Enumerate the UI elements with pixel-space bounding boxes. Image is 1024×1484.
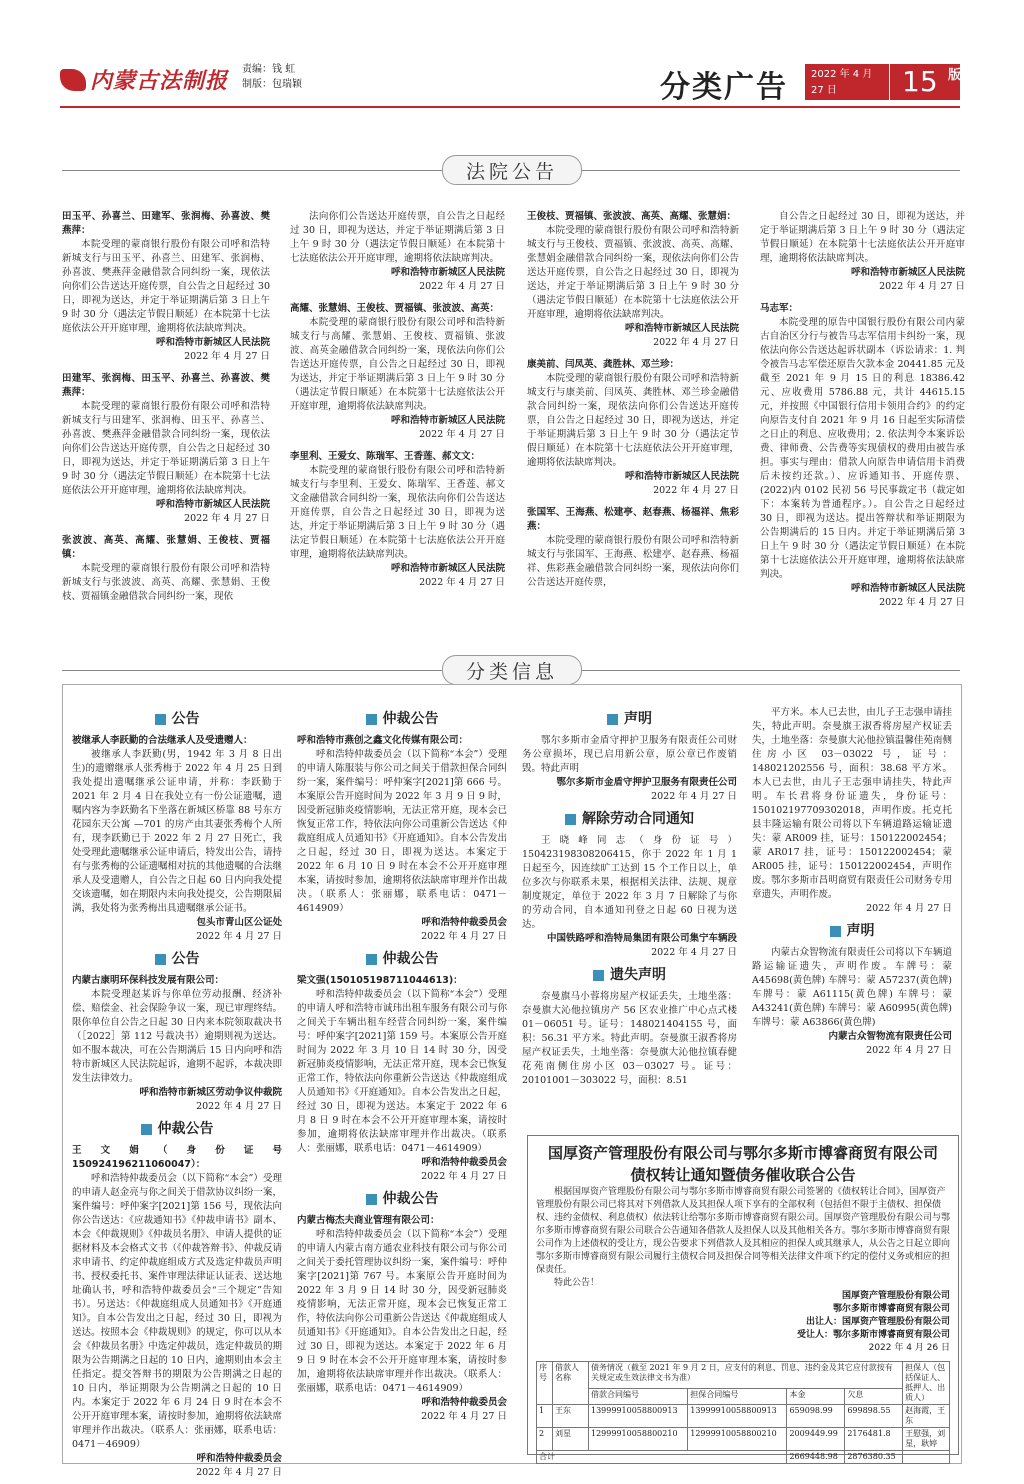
notice-date: 2022 年 4 月 27 日 xyxy=(651,947,737,958)
table-row xyxy=(537,1428,950,1451)
logo-text: 内蒙古法制报 xyxy=(90,69,229,94)
debt-transfer-notice xyxy=(527,1135,959,1461)
notice-addressee: 李里利、王爱女、陈瑞军、王香莲、郝文文： xyxy=(290,451,481,462)
divider xyxy=(582,170,960,171)
table-cell: 13999910058800913 xyxy=(688,1405,787,1428)
notice-body: 呼和浩特仲裁委员会（以下简称“本会”）受理的申请人赵金亮与你之间关于借款协议纠纷一案，案件编号：呼仲案字[2021]第 156 号，现依法向你公告送达：《应裁通知书》《仲裁申请书》副本、本会《仲裁规则》《仲裁员名册》、申请人提供的证据材料及本会格式文书（《仲裁答辩书》、仲裁反请求申请书、约定仲裁庭组成方式及选定仲裁员声明书、授权委托书、案件审理法律证认证表、送达地址确认书，呼和浩特仲裁委员会“三个规定”告知书）。另送达：《仲裁庭组成人员通知书》《开庭通知》。自本公告发出之日起，经过 30 日，即视为送达。按照本会《仲裁规则》的规定，你可以从本会《仲裁员名册》中选定仲裁员，选定仲裁员的期限为公告期满之日起的 10 日内，逾期则由本会主任指定。提交答辩书的期限为公告期满之日起的 10 日内，举证期限为公告期满之日起的 10 日内。本案定于 2022 年 6 月 24 日 9 时在本会不公开开庭审理本案，请按时参加，逾期将依法缺席审理并作出裁决。（联系人：张丽娜，联系电话：0471－46909） xyxy=(72,1173,282,1450)
newspaper-logo xyxy=(60,64,228,95)
table-cell: 刘星 xyxy=(553,1428,589,1451)
logo-mark-icon xyxy=(60,69,86,91)
classified-kind-heading xyxy=(297,952,507,966)
notice-title: 国厚资产管理股份有限公司与鄂尔多斯市博睿商贸有限公司 xyxy=(547,1144,938,1162)
date-label: 2022 年 4 月 27 日 xyxy=(811,69,873,96)
notice-addressee: 田建军、张润梅、田玉平、孙喜兰、孙喜波、樊燕萍： xyxy=(62,373,270,398)
notice-body: 本院受理赵某诉与你单位劳动报酬、经济补偿、赔偿金、社会保险争议一案，现已审理终结。限你单位自公告之日起 30 日内来本院领取裁决书（［2022］第 112 号裁决书）逾期则视为送达。如不服本裁决，可在公告期满后 15 日内向呼和浩特市新城区人民法院起诉，逾期不起诉，本裁决即发生法律效力。 xyxy=(72,989,282,1084)
table-cell: 12999910058800210 xyxy=(688,1428,787,1451)
classified-kind-heading xyxy=(522,812,737,826)
editor-credits xyxy=(242,62,302,92)
issuer-name: 呼和浩特市新城区劳动争议仲裁院 xyxy=(139,1087,282,1098)
notice-body: 奈曼旗马小蓉将房屋产权证丢失，土地坐落：奈曼旗大沁他拉镇房产 56 区农业推广中心点式楼 01－06051 号。证号：148021404155 号，面积：56.31 平方米。特此声明。奈曼旗王淑香将房屋产权证丢失，土地坐落：奈曼旗大沁他拉镇春健花苑南侧住房小区 03－03027 号。证号：20101001－303022 号，面积：8.51 xyxy=(522,991,737,1086)
classified-kind-label: 公告 xyxy=(171,951,200,967)
classified-kind-label: 公告 xyxy=(171,711,200,727)
notice-body: 本院受理的原告中国银行股份有限公司内蒙古自治区分行与被告马志军信用卡纠纷一案，现依法向你公告送达起诉状副本（诉讼请求：1. 判令被告马志军偿还原告欠款本金 20441.85 元及截至 2021 年 9 月 15 日的利息 18386.42 元、应收费用 5786.88 元，共计 44615.15 元，并按照《中国银行信用卡领用合约》的约定向原告支付自 2021 年 9 月 16 日起至实际清偿之日止的利息、应收费用；2. 依法判令本案诉讼费、律师费、公告费等实现债权的费用由被告承担。事实与理由：借款人向原告申请信用卡消费后未按约还款。）、应诉通知书、开庭传票、(2022)内 0102 民初 56 号民事裁定书（裁定如下：本案转为普通程序。）。自公告之日起经过 30 日，即视为送达。提出答辩状和举证期限为公告期满后的 15 日内。并定于举证期满后第 3 日上午 9 时 30 分（遇法定节假日顺延）在本院第十七法庭依法公开开庭审理，逾期将依法缺席判决。 xyxy=(760,317,965,580)
debt-table xyxy=(536,1361,950,1464)
table-cell xyxy=(903,1451,950,1464)
square-bullet-icon xyxy=(830,926,841,937)
table-cell: 1 xyxy=(537,1405,553,1428)
square-bullet-icon xyxy=(565,814,576,825)
notice-addressee: 内蒙古梅杰夫商业管理有限公司： xyxy=(297,1215,440,1226)
table-cell: 王慰强，刘星，耿婷 xyxy=(903,1428,950,1451)
court-name: 呼和浩特市新城区人民法院 xyxy=(390,563,505,574)
issuer-name: 呼和浩特仲裁委员会 xyxy=(421,1157,507,1168)
square-bullet-icon xyxy=(607,714,618,725)
editor-label: 责编：钱 虹 xyxy=(242,64,296,75)
square-bullet-icon xyxy=(366,714,377,725)
notice-body: 被继承人李跃勤(男，1942 年 3 月 8 日出生)的遗赠继承人张秀梅于 2022 年 4 月 25 日到我处提出遗嘱继承公证申请，并称：李跃勤于 2021 年 2 月 4 日在我处立有一份公证遗嘱，遗嘱内容为李跃勤名下坐落在新城区桥靠 88 号东方花园东天公寓 —701 的房产由其妻张秀梅个人所有，现李跃勤已于 2022 年 2 月 27 日死亡，我处受理此遗嘱继承公证申请后，特发出公告，请持有与张秀梅的公证遗嘱相对抗的其他遗嘱的合法继承人及受遗赠人，自公告之日起 60 日内向我处提交该遗嘱，如在期限内未向我处提交，公告期限届满，我处将为张秀梅出具遗嘱继承公证书。 xyxy=(72,749,282,914)
classified-kind-label: 遗失声明 xyxy=(610,967,666,983)
producer-label: 制版：包瑞颖 xyxy=(242,79,302,90)
court-name: 呼和浩特市新城区人民法院 xyxy=(850,267,965,278)
table-cell: 2 xyxy=(537,1428,553,1451)
classified-column xyxy=(72,706,282,1484)
notice-signatures xyxy=(536,1290,950,1355)
table-subheader: 借款合同编号 xyxy=(589,1389,688,1405)
table-total-row xyxy=(537,1451,950,1464)
divider xyxy=(62,170,442,171)
classified-kind-label: 声明 xyxy=(846,923,875,939)
table-subheader: 欠息 xyxy=(845,1389,903,1405)
notice-date: 2022 年 4 月 27 日 xyxy=(196,1101,282,1112)
classified-kind-heading xyxy=(72,1122,282,1136)
court-notice-header: 法院公告 xyxy=(442,155,582,185)
notice-date: 2022 年 4 月 27 日 xyxy=(196,931,282,942)
notice-date: 2022 年 4 月 27 日 xyxy=(879,597,965,608)
court-notice-column xyxy=(62,210,270,604)
table-cell: 赵海霞，王东 xyxy=(903,1405,950,1428)
table-cell: 王东 xyxy=(553,1405,589,1428)
signatory: 出让人：国厚资产管理股份有限公司 xyxy=(805,1317,950,1327)
notice-date: 2022 年 4 月 27 日 xyxy=(184,351,270,362)
issuer-name: 呼和浩特仲裁委员会 xyxy=(421,1397,507,1408)
issuer-name: 内蒙古众智物流有限责任公司 xyxy=(828,1031,952,1042)
notice-addressee: 梁文强(150105198711044613)： xyxy=(297,975,463,986)
issuer-name: 呼和浩特仲裁委员会 xyxy=(196,1453,282,1464)
classified-kind-label: 仲裁公告 xyxy=(382,711,439,727)
notice-body: 法向你们公告送达开庭传票，自公告之日起经过 30 日，即视为送达，并定于举证期满后第 3 日上午 9 时 30 分（遇法定节假日顺延）在本院第十七法庭依法公开开庭审理，逾期将依法缺席判决。 xyxy=(290,211,505,264)
signatory: 受让人：鄂尔多斯市博睿商贸有限公司 xyxy=(796,1330,950,1340)
issuer-name: 鄂尔多斯市金盾守押护卫服务有限责任公司 xyxy=(556,777,737,788)
notice-addressee: 康美前、闫凤英、龚胜林、邓兰珍： xyxy=(527,359,680,370)
notice-addressee: 张国军、王海燕、松建亭、赵春燕、杨福祥、焦彩燕： xyxy=(527,507,739,532)
court-name: 呼和浩特市新城区人民法院 xyxy=(155,499,270,510)
court-name: 呼和浩特市新城区人民法院 xyxy=(624,471,739,482)
notice-addressee: 被继承人李跃勤的合法继承人及受遗赠人： xyxy=(72,735,253,746)
square-bullet-icon xyxy=(366,954,377,965)
court-notice-column xyxy=(760,210,965,618)
notice-date: 2022 年 4 月 27 日 xyxy=(184,513,270,524)
notice-date: 2022 年 4 月 27 日 xyxy=(866,903,952,914)
table-subheader: 本金 xyxy=(787,1389,845,1405)
notice-addressee: 马志军： xyxy=(760,303,799,314)
classified-kind-heading xyxy=(72,712,282,726)
notice-body: 根据国厚资产管理股份有限公司与鄂尔多斯市博睿商贸有限公司签署的《债权转让合同》，国厚资产管理股份有限公司已将其对下列借款人及其担保人项下享有的全部权利（包括但不限于主债权、担保债权、违约金债权、利息债权）依法转让给鄂尔多斯市博睿商贸有限公司。国厚资产管理股份有限公司与鄂尔多斯市博睿商贸有限公司联合公告通知各借款人及担保人以及其他相关各方。鄂尔多斯市博睿商贸有限公司作为上述债权的受让方，现公告要求下列借款人及其相应的担保人或其继承人，从公告之日起立即向鄂尔多斯市博睿商贸有限公司履行主债权合同及担保合同等相关法律文件项下约定的偿付义务或相应的担保责任。 xyxy=(536,1187,951,1275)
table-subheader: 担保合同编号 xyxy=(688,1389,787,1405)
signatory: 国厚资产管理股份有限公司 xyxy=(841,1291,950,1301)
court-notice-column xyxy=(290,210,505,598)
notice-body: 本院受理的蒙商银行股份有限公司呼和浩特新城支行与张国军、王海燕、松建亭、赵春燕、杨福祥、焦彩燕金融借款合同纠纷一案，现依法向你们公告送达开庭传票， xyxy=(527,535,739,588)
table-cell: 659098.99 xyxy=(787,1405,845,1428)
classified-header: 分类信息 xyxy=(442,655,582,685)
table-header: 借款人名称 xyxy=(553,1362,589,1405)
classified-kind-heading xyxy=(522,968,737,982)
notice-body: 自公告之日起经过 30 日，即视为送达，并定于举证期满后第 3 日上午 9 时 30 分（遇法定节假日顺延）在本院第十七法庭依法公开开庭审理，逾期将依法缺席判决。 xyxy=(760,211,965,264)
table-header: 担保人（包括保证人、抵押人、出质人） xyxy=(903,1362,950,1405)
signatory: 鄂尔多斯市博睿商贸有限公司 xyxy=(832,1304,950,1314)
square-bullet-icon xyxy=(366,1194,377,1205)
notice-date: 2022 年 4 月 27 日 xyxy=(421,931,507,942)
notice-body: 内蒙古众智物流有限责任公司将以下车辆道路运输证遗失，声明作废。车牌号：蒙 A45698(黄色牌) 车牌号：蒙 A57237(黄色牌) 车牌号：蒙 A61115(黄色牌) 车牌号：蒙 A43241(黄色牌) 车牌号：蒙 A60995(黄色牌) 车牌号：蒙 A63866(黄色牌) xyxy=(752,947,952,1028)
notice-date: 2022 年 4 月 27 日 xyxy=(653,337,739,348)
court-notice-column xyxy=(527,210,739,590)
table-cell: 2009449.99 xyxy=(787,1428,845,1451)
court-name: 呼和浩特市新城区人民法院 xyxy=(624,323,739,334)
notice-addressee: 王文娟（身份证号 150924196211060047）： xyxy=(72,1145,282,1170)
notice-addressee: 内蒙古康明环保科技发展有限公司： xyxy=(72,975,225,986)
square-bullet-icon xyxy=(155,714,166,725)
table-header: 债务情况（截至 2021 年 9 月 2 日，应支付的利息、罚息、违约金及其它应付款按有关规定或生效法律文书为准） xyxy=(589,1362,903,1389)
classified-column xyxy=(297,706,507,1432)
notice-body: 鄂尔多斯市金盾守押护卫服务有限责任公司财务公章损坏，现已启用新公章，原公章已作废销毁。特此声明 xyxy=(522,735,737,774)
notice-subtitle: 债权转让通知暨债务催收联合公告 xyxy=(630,1166,856,1184)
table-cell: 2176481.8 xyxy=(845,1428,903,1451)
notice-date: 2022 年 4 月 26 日 xyxy=(868,1343,950,1353)
court-name: 呼和浩特市新城区人民法院 xyxy=(390,415,505,426)
notice-body: 本院受理的蒙商银行股份有限公司呼和浩特新城支行与田玉平、孙喜兰、田建军、张润梅、孙喜波、樊燕萍金融借款合同纠纷一案，现依法向你们公告送达开庭传票，自公告之日起经过 30 日，即视为送达，并定于举证期满后第 3 日上午 9 时 30 分（遇法定节假日顺延）在本院第十七法庭依法公开开庭审理，逾期将依法缺席判决。 xyxy=(62,239,270,334)
issue-date xyxy=(805,64,889,100)
notice-body: 本院受理的蒙商银行股份有限公司呼和浩特新城支行与张波波、高英、高耀、张慧娟、王俊枝、贾福镇金融借款合同纠纷一案，现依 xyxy=(62,563,270,602)
notice-date: 2022 年 4 月 27 日 xyxy=(196,1467,282,1478)
classified-kind-label: 仲裁公告 xyxy=(157,1121,214,1137)
classified-kind-label: 声明 xyxy=(624,711,652,727)
notice-closing: 特此公告！ xyxy=(554,1278,600,1288)
notice-body: 本院受理的蒙商银行股份有限公司呼和浩特新城支行与康美前、闫凤英、龚胜林、邓兰珍金融借款合同纠纷一案，现依法向你们公告送达开庭传票，自公告之日起经过 30 日，即视为送达，并定于举证期满后第 3 日上午 9 时 30 分（遇法定节假日顺延）在本院第十七法庭依法公开开庭审理，逾期将依法缺席判决。 xyxy=(527,373,739,468)
notice-body: 呼和浩特仲裁委员会（以下简称“本会”）受理的申请人陈服装与你公司之间关于借款担保合同纠纷一案，案件编号：呼仲案字[2021]第 666 号。本案原公告开庭时间为 2022 年 3 月 9 日 9 时，因受新冠肺炎疫情影响，无法正常开庭，现本会已恢复正常工作，特依法向你公司重新公告送达《仲裁庭组成人员通知书》《开庭通知》。自本公告发出之日起，经过 30 日，即视为送达。本案定于 2022 年 6 月 10 日 9 时在本会不公开开庭审理本案，请按时参加，逾期将依法缺席审理并作出裁决。（联系人：张丽娜，联系电话：0471－4614909） xyxy=(297,749,507,914)
notice-date: 2022 年 4 月 27 日 xyxy=(653,485,739,496)
notice-body: 呼和浩特仲裁委员会（以下简称“本会”）受理的申请人呼和浩特市诚玮出租车服务有限公司与你之间关于车辆出租车经营合同纠纷一案，案件编号：呼仲案字[2021]第 159 号。本案原公告开庭时间为 2022 年 3 月 10 日 14 时 30 分，因受新冠肺炎疫情影响，无法正常开庭，现本会已恢复正常工作，特依法向你重新公告送达《仲裁庭组成人员通知书》《开庭通知》。自本公告发出之日起，经过 30 日，即视为送达。本案定于 2022 年 6 月 8 日 9 时在本会不公开开庭审理本案，请按时参加，逾期将依法缺席审理并作出裁决。（联系人：张丽娜，联系电话：0471－4614909） xyxy=(297,989,507,1154)
classified-column xyxy=(752,706,952,1066)
square-bullet-icon xyxy=(141,1124,152,1135)
table-cell: 699898.55 xyxy=(845,1405,903,1428)
classified-kind-heading xyxy=(522,712,737,726)
table-cell: 12999910058800210 xyxy=(589,1428,688,1451)
divider xyxy=(582,670,960,671)
court-name: 呼和浩特市新城区人民法院 xyxy=(390,267,505,278)
page-number: 15 xyxy=(890,64,960,100)
notice-date: 2022 年 4 月 27 日 xyxy=(866,1045,952,1056)
classified-kind-heading xyxy=(72,952,282,966)
classified-kind-label: 仲裁公告 xyxy=(382,951,439,967)
notice-body: 本院受理的蒙商银行股份有限公司呼和浩特新城支行与田建军、张润梅、田玉平、孙喜兰、孙喜波、樊燕萍金融借款合同纠纷一案，现依法向你们公告送达开庭传票，自公告之日起经过 30 日，即视为送达，并定于举证期满后第 3 日上午 9 时 30 分（遇法定节假日顺延）在本院第十七法庭依法公开开庭审理，逾期将依法缺席判决。 xyxy=(62,401,270,496)
notice-date: 2022 年 4 月 27 日 xyxy=(651,791,737,802)
issuer-name: 中国铁路呼和浩特局集团有限公司集宁车辆段 xyxy=(546,933,737,944)
notice-body: 本院受理的蒙商银行股份有限公司呼和浩特新城支行与高耀、张慧娟、王俊枝、贾福镇、张波波、高英金融借款合同纠纷一案，现依法向你们公告送达开庭传票，自公告之日起经过 30 日，即视为送达，并定于举证期满后第 3 日上午 9 时 30 分（遇法定节假日顺延）在本院第十七法庭依法公开开庭审理，逾期将依法缺席判决。 xyxy=(290,317,505,412)
table-cell: 合计 xyxy=(537,1451,787,1464)
table-row xyxy=(537,1405,950,1428)
notice-body: 本院受理的蒙商银行股份有限公司呼和浩特新城支行与李里利、王爱女、陈瑞军、王香莲、郝文文金融借款合同纠纷一案，现依法向你们公告送达开庭传票，自公告之日起经过 30 日，即视为送达，并定于举证期满后第 3 日上午 9 时 30 分（遇法定节假日顺延）在本院第十七法庭依法公开开庭审理，逾期将依法缺席判决。 xyxy=(290,465,505,560)
notice-body: 呼和浩特仲裁委员会（以下简称“本会”）受理的申请人内蒙古南方通农业科技有限公司与你公司之间关于委托管理协议纠纷一案，案件编号：呼仲案字[2021]第 767 号。本案原公告开庭时间为 2022 年 3 月 9 日 14 时 30 分，因受新冠肺炎疫情影响，无法正常开庭，现本会已恢复正常工作，特依法向你公司重新公告送达《仲裁庭组成人员通知书》《开庭通知》。自本公告发出之日起，经过 30 日，即视为送达。本案定于 2022 年 6 月 9 日 9 时在本会不公开开庭审理本案，请按时参加，逾期将依法缺席审理并作出裁决。（联系人：张丽娜，联系电话：0471－4614909） xyxy=(297,1229,507,1394)
classified-kind-label: 解除劳动合同通知 xyxy=(582,811,694,827)
court-name: 呼和浩特市新城区人民法院 xyxy=(155,337,270,348)
page-ban-label: 版 xyxy=(948,68,962,83)
court-name: 呼和浩特市新城区人民法院 xyxy=(850,583,965,594)
table-cell: 2876380.35 xyxy=(845,1451,903,1464)
table-header: 序号 xyxy=(537,1362,553,1405)
notice-body: 平方米。本人已去世，由儿子王志强申请挂失，特此声明。奈曼旗王淑香将房屋产权证丢失，土地坐落：奈曼旗大沁他拉镇温馨佳苑南侧住房小区 03－03022 号，证号：148021202556 号，面积：38.68 平方米。本人已去世，由儿子王志强申请挂失，特此声明。车长君将身份证遗失，身份证号：150102197709302018，声明作废。托克托县丰隆运输有限公司将以下车辆道路运输证遗失：蒙 AR009 挂，证号：150122002454；蒙 AR017 挂，证号：150122002454；蒙 AR005 挂，证号：150122002454，声明作废。鄂尔多斯市昌明商贸有限责任公司财务专用章遗失，声明作废。 xyxy=(752,707,952,900)
notice-date: 2022 年 4 月 27 日 xyxy=(419,429,505,440)
notice-addressee: 呼和浩特市燕创之鑫文化传媒有限公司： xyxy=(297,735,469,746)
notice-date: 2022 年 4 月 27 日 xyxy=(419,577,505,588)
masthead-rule xyxy=(60,106,960,108)
issuer-name: 包头市青山区公证处 xyxy=(196,917,282,928)
section-title: 分类广告 xyxy=(660,70,788,105)
classified-kind-heading xyxy=(752,924,952,938)
table-cell: 13999910058800913 xyxy=(589,1405,688,1428)
classified-kind-heading xyxy=(297,712,507,726)
masthead xyxy=(60,58,960,106)
notice-date: 2022 年 4 月 27 日 xyxy=(421,1411,507,1422)
notice-addressee: 王俊枝、贾福镇、张波波、高英、高耀、张慧娟： xyxy=(527,211,737,222)
notice-body: 本院受理的蒙商银行股份有限公司呼和浩特新城支行与王俊枝、贾福镇、张波波、高英、高耀、张慧娟金融借款合同纠纷一案，现依法向你们公告送达开庭传票，自公告之日起经过 30 日，即视为送达，并定于举证期满后第 3 日上午 9 时 30 分（遇法定节假日顺延）在本院第十七法庭依法公开开庭审理，逾期将依法缺席判决。 xyxy=(527,225,739,320)
notice-body: 王晓峰同志（身份证号）150423198308206415，你于 2022 年 1 月 1 日起至今，因连续旷工达到 15 个工作日以上，单位多次与你联系未果，根据相关法律、法规、规章制度规定，单位于 2022 年 3 月 7 日解除了与你的劳动合同，自本通知刊登之日起 60 日视为送达。 xyxy=(522,835,737,930)
issuer-name: 呼和浩特仲裁委员会 xyxy=(421,917,507,928)
table-cell: 2669448.98 xyxy=(787,1451,845,1464)
square-bullet-icon xyxy=(593,970,604,981)
square-bullet-icon xyxy=(155,954,166,965)
classified-kind-heading xyxy=(297,1192,507,1206)
notice-addressee: 田玉平、孙喜兰、田建军、张润梅、孙喜波、樊燕萍： xyxy=(62,211,270,236)
divider xyxy=(62,670,442,671)
notice-date: 2022 年 4 月 27 日 xyxy=(421,1171,507,1182)
classified-column xyxy=(522,706,737,1088)
notice-addressee: 张波波、高英、高耀、张慧娟、王俊枝、贾福镇： xyxy=(62,535,270,560)
classified-kind-label: 仲裁公告 xyxy=(382,1191,439,1207)
notice-date: 2022 年 4 月 27 日 xyxy=(419,281,505,292)
notice-date: 2022 年 4 月 27 日 xyxy=(879,281,965,292)
notice-addressee: 高耀、张慧娟、王俊枝、贾福镇、张波波、高英： xyxy=(290,303,500,314)
